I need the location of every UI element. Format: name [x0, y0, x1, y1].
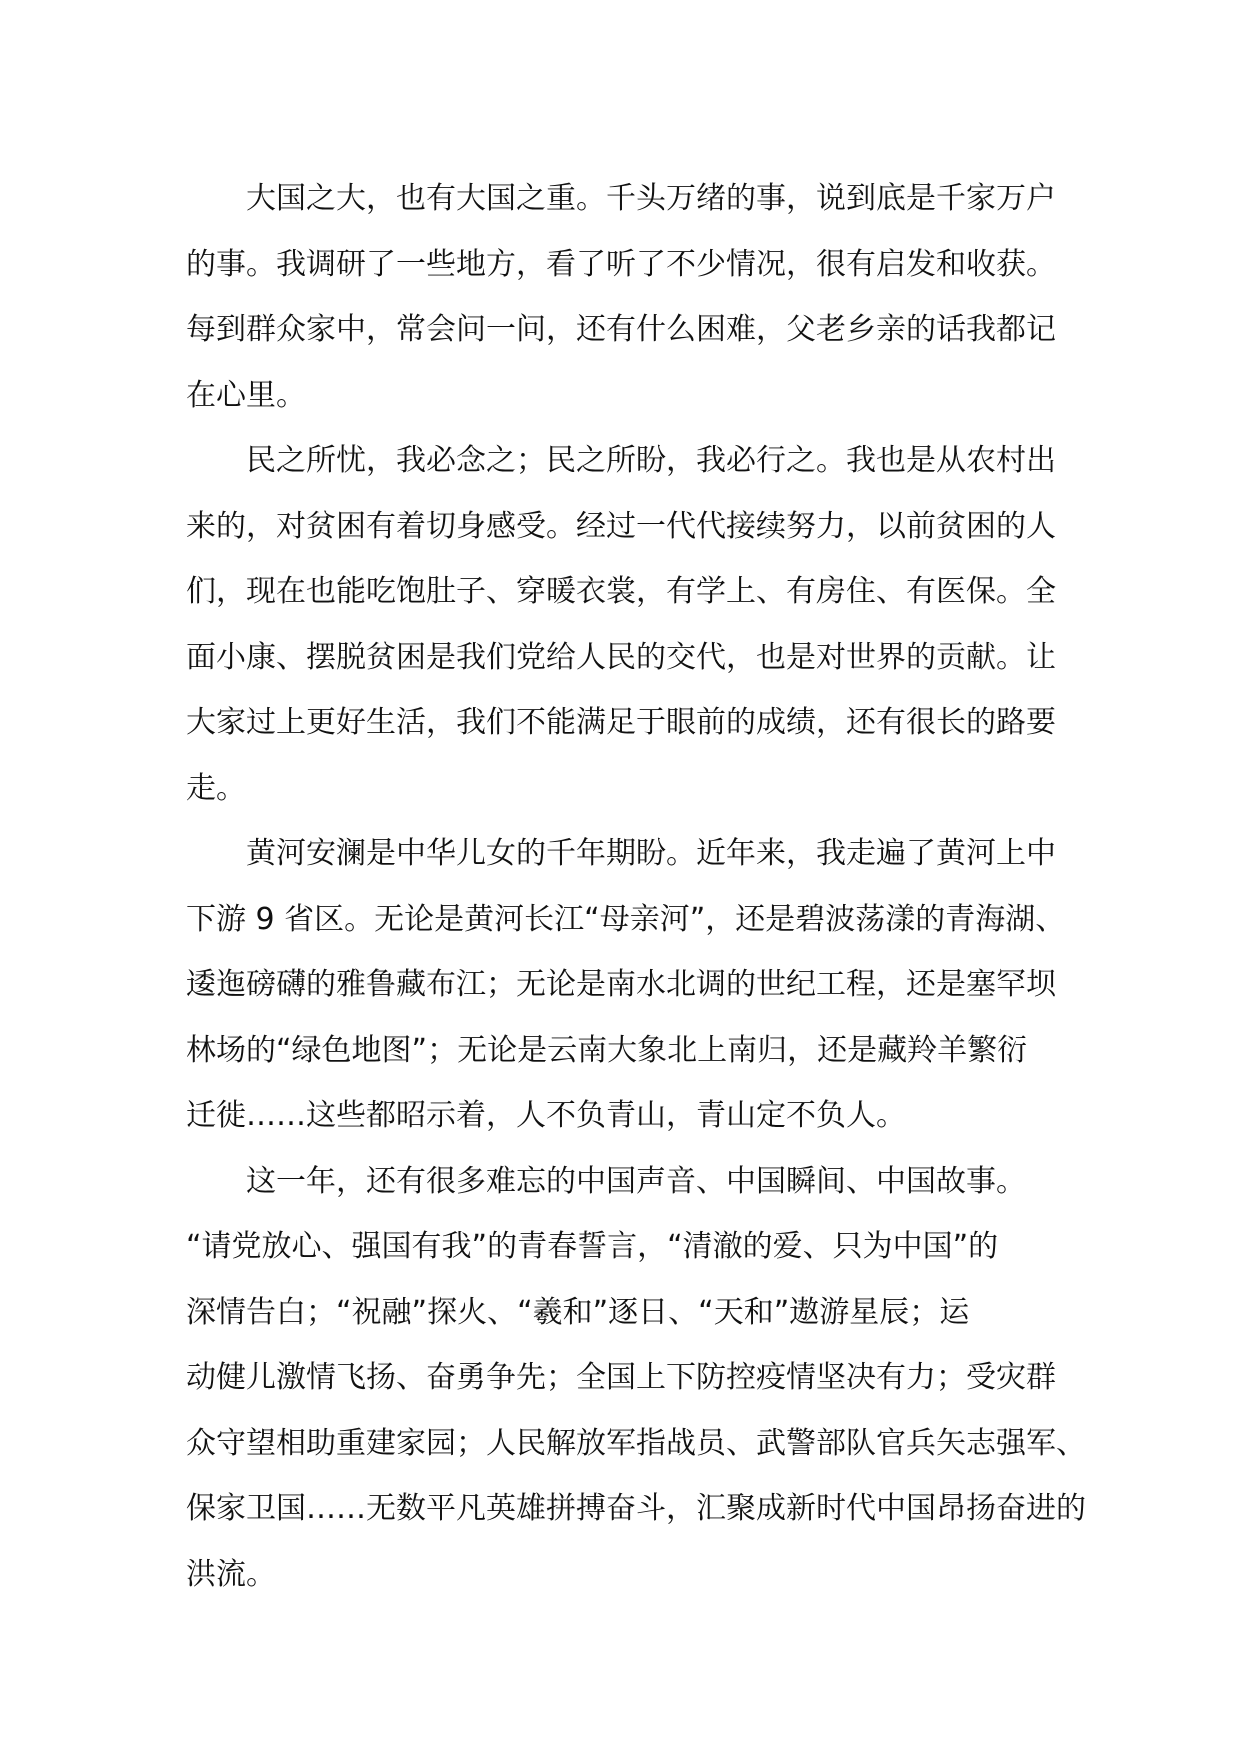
paragraph-1 — [186, 166, 1056, 428]
text-line: 迁徙……这些都昭示着，人不负青山，青山定不负人。 — [186, 1098, 906, 1133]
text-line: 大家过上更好生活，我们不能满足于眼前的成绩，还有很长的路要 — [186, 705, 1056, 740]
paragraph-3 — [186, 821, 1066, 1149]
document-body — [186, 166, 1086, 1607]
text-line: 大国之大，也有大国之重。千头万绪的事，说到底是千家万户 — [246, 181, 1056, 216]
text-line: 众守望相助重建家园；人民解放军指战员、武警部队官兵矢志强军、 — [186, 1425, 1086, 1461]
text-line: “请党放心、强国有我”的青春誓言，“清澈的爱、只为中国”的 — [186, 1229, 999, 1264]
text-line: 黄河安澜是中华儿女的千年期盼。近年来，我走遍了黄河上中 — [246, 836, 1056, 871]
text-line: 每到群众家中，常会问一问，还有什么困难，父老乡亲的话我都记 — [186, 312, 1056, 347]
text-line: 面小康、摆脱贫困是我们党给人民的交代，也是对世界的贡献。让 — [186, 639, 1056, 675]
paragraph-2 — [186, 428, 1056, 821]
text-line: 这一年，还有很多难忘的中国声音、中国瞬间、中国故事。 — [246, 1163, 1026, 1199]
text-line: 林场的“绿色地图”；无论是云南大象北上南归，还是藏羚羊繁衍 — [186, 1032, 1028, 1068]
text-line: 深情告白；“祝融”探火、“羲和”逐日、“天和”遨游星辰；运 — [186, 1294, 970, 1330]
text-line: 洪流。 — [186, 1556, 276, 1592]
text-line: 在心里。 — [186, 377, 306, 413]
text-line: 们，现在也能吃饱肚子、穿暖衣裳，有学上、有房住、有医保。全 — [186, 574, 1056, 609]
text-line: 下游 9 省区。无论是黄河长江“母亲河”，还是碧波荡漾的青海湖、 — [186, 901, 1066, 937]
text-line: 动健儿激情飞扬、奋勇争先；全国上下防控疫情坚决有力；受灾群 — [186, 1360, 1056, 1395]
text-line: 走。 — [186, 770, 246, 806]
text-line: 逶迤磅礴的雅鲁藏布江；无论是南水北调的世纪工程，还是塞罕坝 — [186, 967, 1056, 1002]
text-line: 的事。我调研了一些地方，看了听了不少情况，很有启发和收获。 — [186, 246, 1056, 282]
text-line: 保家卫国……无数平凡英雄拼搏奋斗，汇聚成新时代中国昂扬奋进的 — [186, 1491, 1086, 1526]
paragraph-4 — [186, 1149, 1086, 1608]
text-line: 民之所忧，我必念之；民之所盼，我必行之。我也是从农村出 — [246, 443, 1056, 478]
text-line: 来的，对贫困有着切身感受。经过一代代接续努力，以前贫困的人 — [186, 508, 1056, 544]
